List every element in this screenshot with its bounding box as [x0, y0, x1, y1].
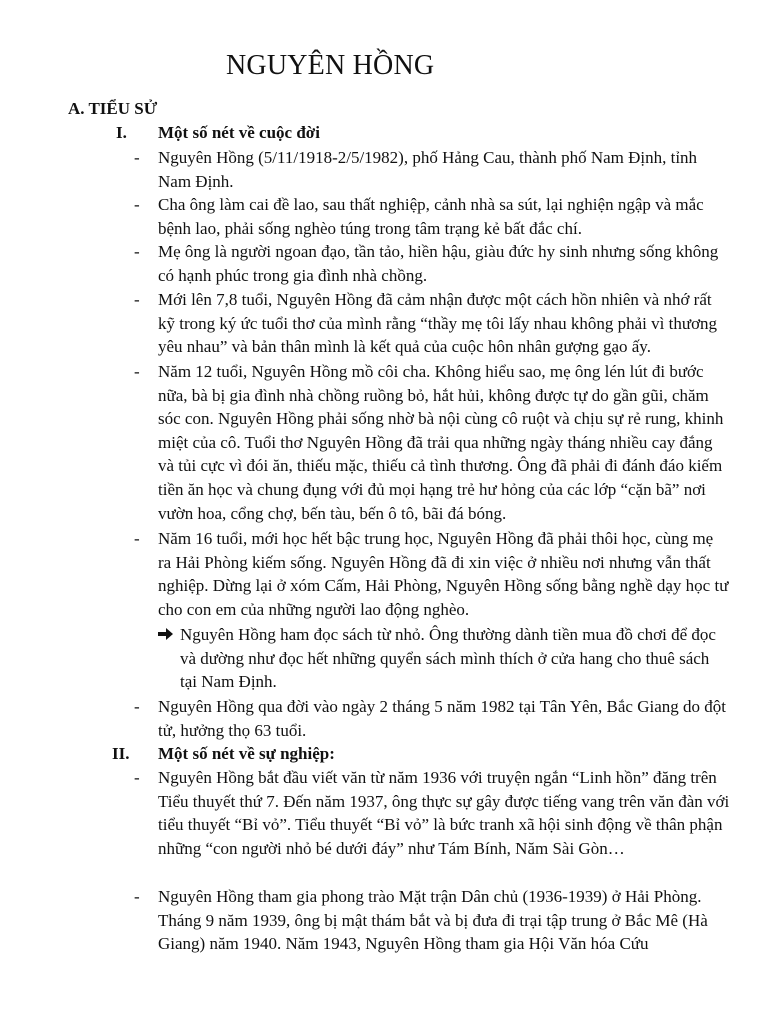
bullet-dash: - — [134, 290, 140, 309]
list-item: Nguyên Hồng qua đời vào ngày 2 tháng 5 năm 1982 tại Tân Yên, Bắc Giang do đột tử, hưởng thọ 63 tuổi. — [158, 697, 726, 740]
bullet-dash: - — [134, 768, 140, 787]
section-number-1: I. — [116, 123, 127, 142]
section-number-2: II. — [112, 744, 130, 763]
bullet-dash: - — [134, 242, 140, 261]
list-item: Mẹ ông là người ngoan đạo, tần tảo, hiền hậu, giàu đức hy sinh nhưng sống không có hạnh phúc trong gia đình nhà chồng. — [158, 242, 719, 285]
bullet-dash: - — [134, 887, 140, 906]
list-item: Mới lên 7,8 tuổi, Nguyên Hồng đã cảm nhận được một cách hồn nhiên và nhớ rất kỹ trong ký ức tuổi thơ của mình rằng “thầy mẹ tôi lấy nhau không phải vì thương yêu nhau” và bản thân mình là kết quả của cuộc hôn nhân gượng gạo ấy. — [158, 290, 718, 357]
section-title-1: Một số nét về cuộc đời — [158, 123, 320, 142]
list-item: Năm 16 tuổi, mới học hết bậc trung học, Nguyên Hồng đã phải thôi học, cùng mẹ ra Hải Phòng kiếm sống. Nguyên Hồng đã đi xin việc ở nhiều nơi nhưng vẫn thất nghiệp. Dừng lại ở xóm Cấm, Hải Phòng, Nguyên Hồng sống bằng nghề dạy học tư cho con em của những người lao động nghèo. — [158, 529, 729, 619]
list-item: Nguyên Hồng (5/11/1918-2/5/1982), phố Hảng Cau, thành phố Nam Định, tỉnh Nam Định. — [158, 148, 698, 191]
bullet-dash: - — [134, 697, 140, 716]
page-title: NGUYÊN HỒNG — [226, 50, 435, 81]
bullet-dash: - — [134, 195, 140, 214]
section-heading-a: A. TIỂU SỬ — [68, 99, 158, 118]
bullet-dash: - — [134, 362, 140, 381]
arrow-note-text: Nguyên Hồng ham đọc sách từ nhỏ. Ông thường dành tiền mua đồ chơi để đọc và dường như đọc hết những quyển sách mình thích ở cửa hang cho thuê sách tại Nam Định. — [180, 625, 716, 692]
right-arrow-icon — [158, 623, 180, 647]
section-title-2: Một số nét về sự nghiệp: — [158, 744, 335, 763]
list-item: Nguyên Hồng tham gia phong trào Mặt trận Dân chủ (1936-1939) ở Hải Phòng. Tháng 9 năm 1939, ông bị mật thám bắt và bị đưa đi trại tập trung ở Bắc Mê (Hà Giang) năm 1940. Năm 1943, Nguyên Hồng tham gia Hội Văn hóa Cứu — [158, 887, 708, 954]
list-item: Cha ông làm cai đề lao, sau thất nghiệp, cảnh nhà sa sút, lại nghiện ngập và mắc bệnh lao, phải sống nghèo túng trong tâm trạng kẻ bất đắc chí. — [158, 195, 704, 238]
bullet-dash: - — [134, 148, 140, 167]
bullet-dash: - — [134, 529, 140, 548]
list-item: Nguyên Hồng bắt đầu viết văn từ năm 1936 với truyện ngắn “Linh hồn” đăng trên Tiểu thuyết thứ 7. Đến năm 1937, ông thực sự gây được tiếng vang trên văn đàn với tiểu thuyết “Bỉ vỏ”. Tiểu thuyết “Bỉ vỏ” là bức tranh xã hội sinh động về thân phận những “con người nhỏ bé dưới đáy” như Tám Bính, Năm Sài Gòn… — [158, 768, 730, 858]
arrow-note — [158, 623, 730, 694]
list-item: Năm 12 tuổi, Nguyên Hồng mồ côi cha. Không hiểu sao, mẹ ông lén lút đi bước nữa, bà bị gia đình nhà chồng ruồng bỏ, hắt hủi, không được tự do gần gũi, chăm sóc con. Nguyên Hồng phải sống nhờ bà nội cùng cô ruột và chịu sự rẻ rung, khinh miệt của cô. Tuổi thơ Nguyên Hồng đã trải qua những ngày tháng nhiều cay đắng và tủi cực vì đói ăn, thiếu mặc, thiếu cả tình thương. Ông đã phải đi đánh đáo kiếm tiền ăn học và chung đụng với đủ mọi hạng trẻ hư hỏng của các lớp “cặn bã” nơi vườn hoa, cổng chợ, bến tàu, bến ô tô, bãi đá bóng. — [158, 362, 724, 523]
